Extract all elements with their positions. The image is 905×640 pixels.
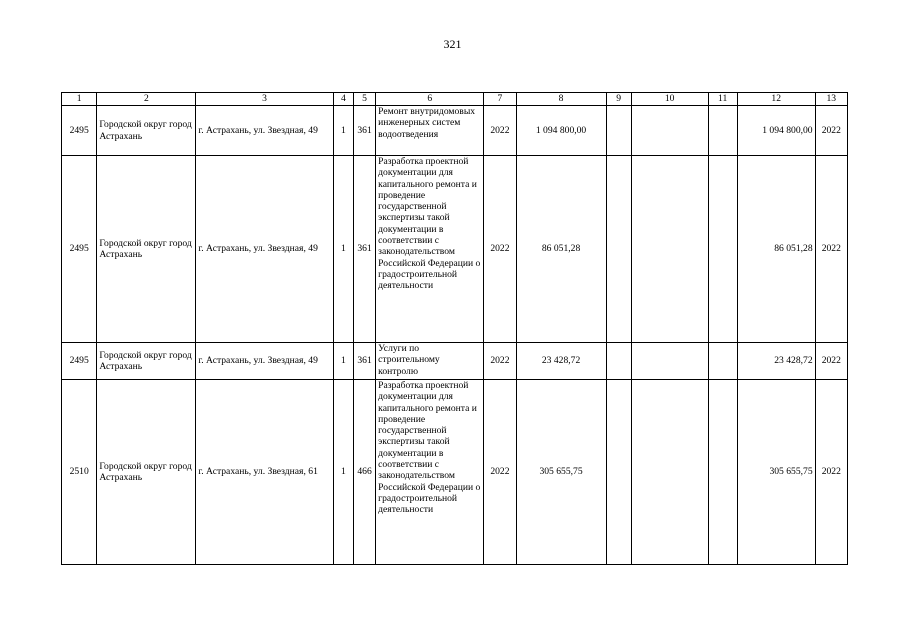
work-type-cell: Ремонт внутридомовых инженерных систем водоотведения — [376, 106, 484, 156]
col9-cell — [606, 106, 631, 156]
amount-cell: 305 655,75 — [516, 380, 606, 565]
address-cell: г. Астрахань, ул. Звездная, 49 — [196, 156, 333, 343]
col4-cell: 1 — [333, 380, 353, 565]
work-type-cell: Услуги по строительному контролю — [376, 343, 484, 380]
total-amount-cell: 23 428,72 — [737, 343, 815, 380]
municipality-cell: Городской округ город Астрахань — [97, 156, 196, 343]
year-cell: 2022 — [484, 380, 516, 565]
row-id-cell: 2495 — [62, 343, 97, 380]
end-year-cell: 2022 — [815, 156, 847, 343]
header-cell: 7 — [484, 93, 516, 106]
municipality-cell: Городской округ город Астрахань — [97, 380, 196, 565]
col5-cell: 361 — [353, 156, 375, 343]
col4-cell: 1 — [333, 156, 353, 343]
col10-cell — [631, 156, 708, 343]
municipality-cell: Городской округ город Астрахань — [97, 343, 196, 380]
table-row — [62, 380, 848, 565]
col5-cell: 361 — [353, 343, 375, 380]
year-cell: 2022 — [484, 156, 516, 343]
col5-cell: 361 — [353, 106, 375, 156]
col9-cell — [606, 156, 631, 343]
year-cell: 2022 — [484, 106, 516, 156]
address-cell: г. Астрахань, ул. Звездная, 49 — [196, 343, 333, 380]
amount-cell: 86 051,28 — [516, 156, 606, 343]
end-year-cell: 2022 — [815, 343, 847, 380]
col11-cell — [708, 343, 737, 380]
amount-cell: 23 428,72 — [516, 343, 606, 380]
header-cell: 3 — [196, 93, 333, 106]
table-row — [62, 343, 848, 380]
year-cell: 2022 — [484, 343, 516, 380]
header-cell: 13 — [815, 93, 847, 106]
work-type-cell: Разработка проектной документации для капитального ремонта и проведение государственной экспертизы такой документации в соответствии с законодательством Российской Федерации о градостроительной деятельности — [376, 156, 484, 343]
registry-table — [61, 92, 848, 565]
header-cell: 12 — [737, 93, 815, 106]
address-cell: г. Астрахань, ул. Звездная, 61 — [196, 380, 333, 565]
page-number: 321 — [443, 37, 462, 51]
municipality-cell: Городской округ город Астрахань — [97, 106, 196, 156]
col5-cell: 466 — [353, 380, 375, 565]
col9-cell — [606, 380, 631, 565]
end-year-cell: 2022 — [815, 106, 847, 156]
table-row — [62, 106, 848, 156]
header-cell: 6 — [376, 93, 484, 106]
header-cell: 1 — [62, 93, 97, 106]
total-amount-cell: 1 094 800,00 — [737, 106, 815, 156]
work-type-cell: Разработка проектной документации для капитального ремонта и проведение государственной экспертизы такой документации в соответствии с законодательством Российской Федерации о градостроительной деятельности — [376, 380, 484, 565]
col10-cell — [631, 343, 708, 380]
table-row — [62, 156, 848, 343]
col4-cell: 1 — [333, 106, 353, 156]
header-cell: 4 — [333, 93, 353, 106]
header-cell: 10 — [631, 93, 708, 106]
total-amount-cell: 305 655,75 — [737, 380, 815, 565]
amount-cell: 1 094 800,00 — [516, 106, 606, 156]
end-year-cell: 2022 — [815, 380, 847, 565]
header-cell: 9 — [606, 93, 631, 106]
address-cell: г. Астрахань, ул. Звездная, 49 — [196, 106, 333, 156]
header-row — [62, 93, 848, 106]
total-amount-cell: 86 051,28 — [737, 156, 815, 343]
header-cell: 8 — [516, 93, 606, 106]
col11-cell — [708, 106, 737, 156]
header-cell: 2 — [97, 93, 196, 106]
row-id-cell: 2495 — [62, 156, 97, 343]
row-id-cell: 2510 — [62, 380, 97, 565]
col11-cell — [708, 380, 737, 565]
col11-cell — [708, 156, 737, 343]
row-id-cell: 2495 — [62, 106, 97, 156]
col9-cell — [606, 343, 631, 380]
header-cell: 11 — [708, 93, 737, 106]
col10-cell — [631, 106, 708, 156]
col4-cell: 1 — [333, 343, 353, 380]
col10-cell — [631, 380, 708, 565]
header-cell: 5 — [353, 93, 375, 106]
